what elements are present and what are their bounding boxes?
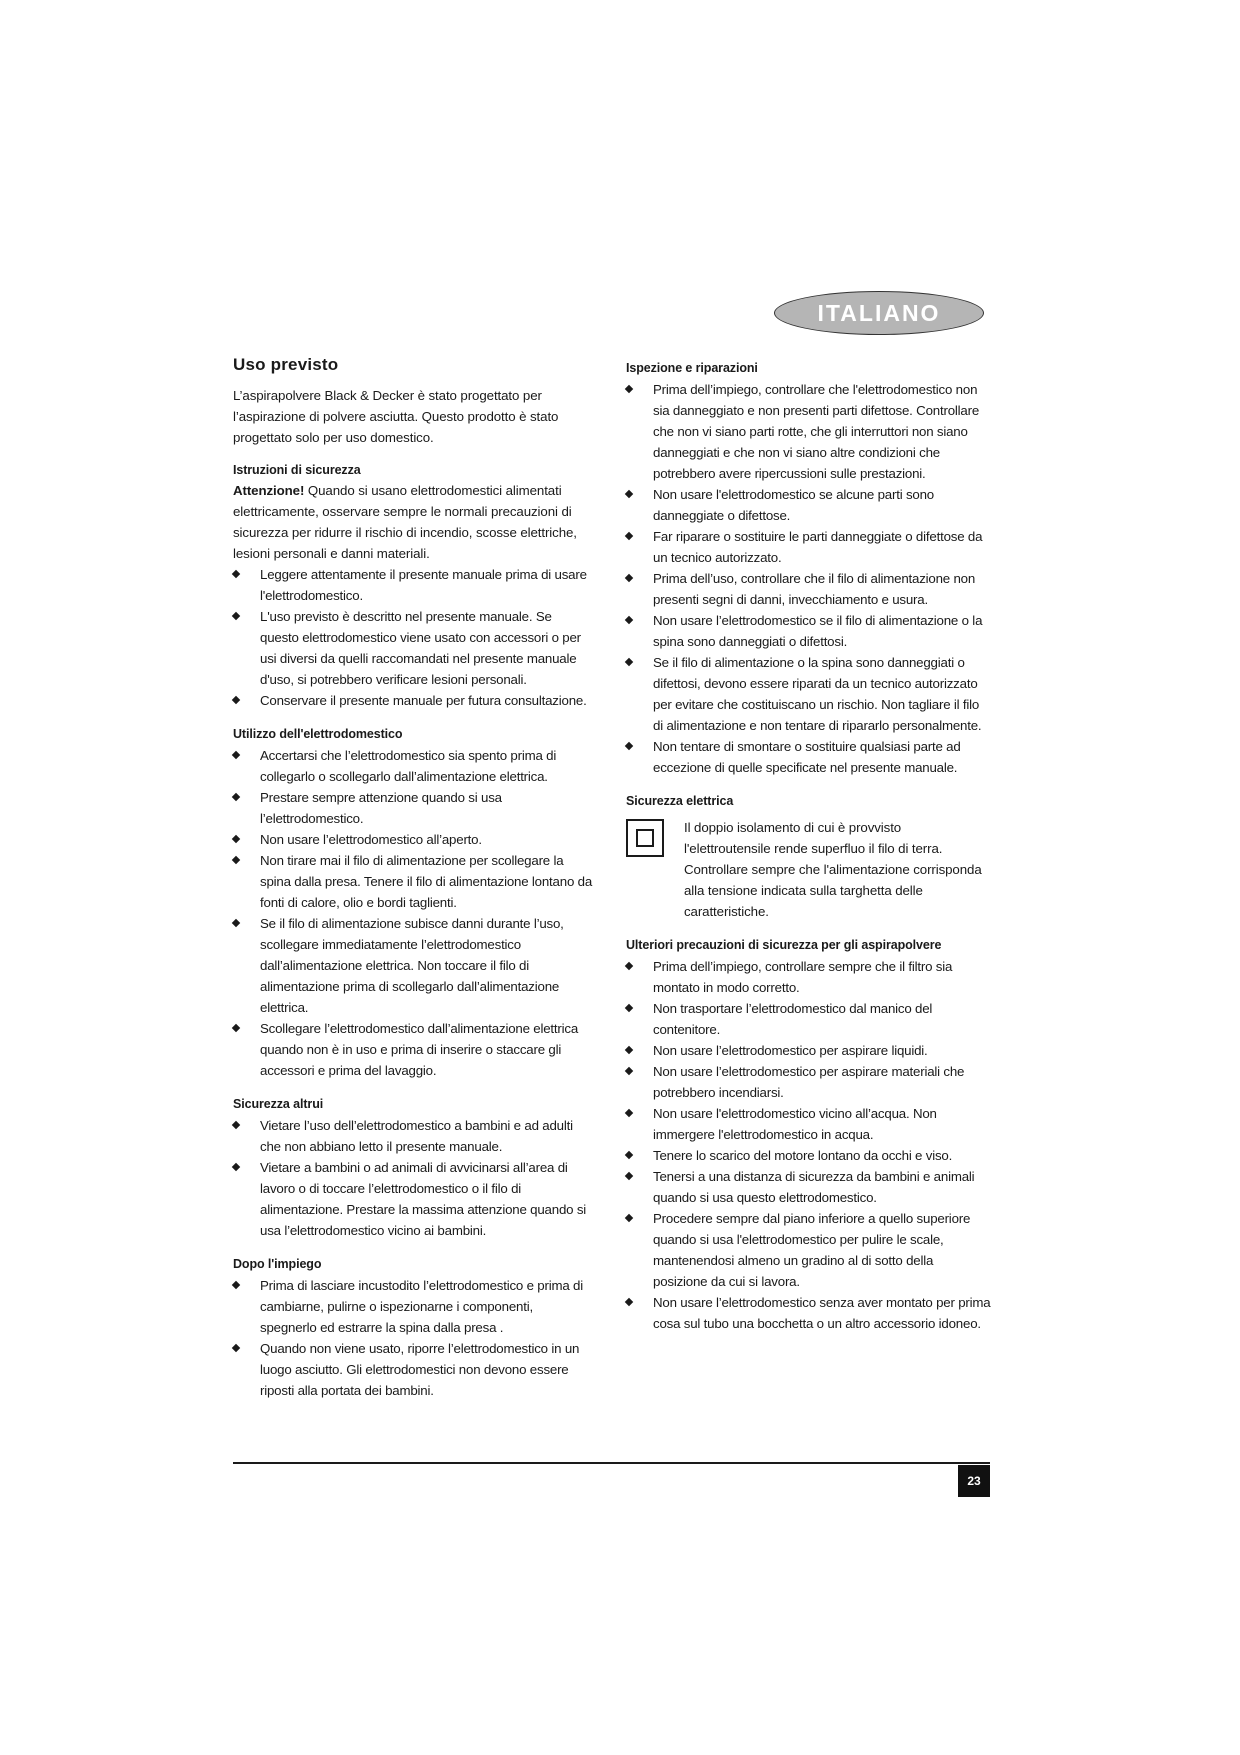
list-item-text: Non usare l’elettrodomestico se il filo di alimentazione o la spina sono danneggiati o difettosi. bbox=[653, 613, 983, 649]
list-item-text: Non tentare di smontare o sostituire qualsiasi parte ad eccezione di quelle specificate nel presente manuale. bbox=[653, 739, 961, 775]
double-insulation-icon bbox=[626, 819, 664, 857]
list-item-text: Se il filo di alimentazione subisce danni durante l’uso, scollegare immediatamente l’elettrodomestico dall’alimentazione elettrica. Non toccare il filo di alimentazione prima di scollegarlo dall’alimentazione elettrica. bbox=[260, 916, 564, 1015]
section-heading: Ispezione e riparazioni bbox=[626, 361, 758, 375]
list-item bbox=[233, 564, 593, 606]
page-number: 23 bbox=[958, 1465, 990, 1497]
list-item-text: L'uso previsto è descritto nel presente manuale. Se questo elettrodomestico viene usato con accessori o per usi diversi da quelli raccomandati nel presente manuale d'uso, si potrebbero verificare lesioni personali. bbox=[260, 609, 581, 687]
list-item-text: Prima di lasciare incustodito l’elettrodomestico e prima di cambiarne, pulirne o ispezionarne i componenti, spegnerlo ed estrarre la spina dalla presa . bbox=[260, 1278, 583, 1335]
further-list bbox=[626, 956, 991, 1334]
bullet-icon bbox=[232, 612, 240, 620]
bullet-icon bbox=[232, 835, 240, 843]
section-heading: Dopo l'impiego bbox=[233, 1257, 322, 1271]
after-section bbox=[233, 1254, 593, 1401]
bullet-icon bbox=[232, 1163, 240, 1171]
electrical-section bbox=[626, 791, 991, 922]
bullet-icon bbox=[232, 1024, 240, 1032]
list-item bbox=[626, 736, 991, 778]
list-item bbox=[626, 1061, 991, 1103]
list-item-text: Non usare l’elettrodomestico per aspirare materiali che potrebbero incendiarsi. bbox=[653, 1064, 965, 1100]
list-item bbox=[626, 1040, 991, 1061]
list-item-text: Tenersi a una distanza di sicurezza da bambini e animali quando si usa questo elettrodomestico. bbox=[653, 1169, 975, 1205]
list-item-text: Non usare l'elettrodomestico se alcune parti sono danneggiate o difettose. bbox=[653, 487, 934, 523]
list-item-text: Prima dell’uso, controllare che il filo di alimentazione non presenti segni di danni, invecchiamento e usura. bbox=[653, 571, 976, 607]
list-item-text: Non usare l’elettrodomestico per aspirare liquidi. bbox=[653, 1043, 928, 1058]
bullet-icon bbox=[625, 490, 633, 498]
further-section bbox=[626, 935, 991, 1334]
attention-paragraph bbox=[233, 480, 593, 564]
list-item-text: Far riparare o sostituire le parti danneggiate o difettose da un tecnico autorizzato. bbox=[653, 529, 983, 565]
electrical-row bbox=[626, 817, 991, 922]
list-item bbox=[233, 787, 593, 829]
bullet-icon bbox=[625, 1151, 633, 1159]
list-item bbox=[626, 652, 991, 736]
inspection-list bbox=[626, 379, 991, 778]
list-item bbox=[626, 1145, 991, 1166]
others-section bbox=[233, 1094, 593, 1241]
safety-section bbox=[233, 460, 593, 711]
attention-label: Attenzione! bbox=[233, 483, 305, 498]
bullet-icon bbox=[625, 1004, 633, 1012]
list-item bbox=[233, 1275, 593, 1338]
list-item-text: Scollegare l’elettrodomestico dall’alimentazione elettrica quando non è in uso e prima di inserire o staccare gli accessori e prima del lavaggio. bbox=[260, 1021, 579, 1078]
bullet-icon bbox=[232, 919, 240, 927]
list-item bbox=[233, 850, 593, 913]
section-heading: Utilizzo dell'elettrodomestico bbox=[233, 727, 403, 741]
others-list bbox=[233, 1115, 593, 1241]
list-item bbox=[626, 1166, 991, 1208]
safety-list bbox=[233, 564, 593, 711]
list-item bbox=[233, 1018, 593, 1081]
list-item bbox=[626, 484, 991, 526]
language-badge: ITALIANO bbox=[774, 291, 984, 335]
list-item-text: Conservare il presente manuale per futura consultazione. bbox=[260, 693, 587, 708]
list-item-text: Tenere lo scarico del motore lontano da occhi e viso. bbox=[653, 1148, 953, 1163]
inspection-section bbox=[626, 358, 991, 778]
list-item-text: Vietare l’uso dell’elettrodomestico a bambini e ad adulti che non abbiano letto il presente manuale. bbox=[260, 1118, 573, 1154]
footer-rule bbox=[233, 1462, 990, 1464]
list-item bbox=[233, 606, 593, 690]
bullet-icon bbox=[625, 1214, 633, 1222]
bullet-icon bbox=[625, 1067, 633, 1075]
bullet-icon bbox=[232, 696, 240, 704]
list-item-text: Se il filo di alimentazione o la spina sono danneggiati o difettosi, devono essere riparati da un tecnico autorizzato per evitare che costituiscano un rischio. Non tagliare il filo di alimentazione e non tentare di ripararlo personalmente. bbox=[653, 655, 982, 733]
list-item bbox=[233, 1115, 593, 1157]
list-item bbox=[626, 1292, 991, 1334]
right-column bbox=[626, 358, 991, 1347]
bullet-icon bbox=[232, 1344, 240, 1352]
list-item-text: Quando non viene usato, riporre l’elettrodomestico in un luogo asciutto. Gli elettrodomestici non devono essere riposti alla portata dei bambini. bbox=[260, 1341, 580, 1398]
list-item bbox=[233, 1157, 593, 1241]
attention-text: Quando si usano elettrodomestici alimentati elettricamente, osservare sempre le normali precauzioni di sicurezza per ridurre il rischio di incendio, scosse elettriche, lesioni personali e danni materiali. bbox=[233, 483, 577, 561]
list-item-text: Non usare l’elettrodomestico senza aver montato per prima cosa sul tubo una bocchetta o un altro accessorio idoneo. bbox=[653, 1295, 991, 1331]
section-heading: Ulteriori precauzioni di sicurezza per gli aspirapolvere bbox=[626, 938, 942, 952]
list-item-text: Prima dell’impiego, controllare che l'elettrodomestico non sia danneggiato e non presenti parti difettose. Controllare che non vi siano parti rotte, che gli interruttori non siano danneggiati e che non vi siano altre condizioni che potrebbero avere ripercussioni sulle prestazioni. bbox=[653, 382, 980, 481]
intro-paragraph: L’aspirapolvere Black & Decker è stato progettato per l’aspirazione di polvere asciutta. Questo prodotto è stato progettato solo per uso domestico. bbox=[233, 388, 559, 445]
list-item bbox=[233, 913, 593, 1018]
list-item-text: Prestare sempre attenzione quando si usa l’elettrodomestico. bbox=[260, 790, 502, 826]
use-list bbox=[233, 745, 593, 1081]
list-item bbox=[626, 956, 991, 998]
list-item bbox=[233, 690, 593, 711]
bullet-icon bbox=[625, 658, 633, 666]
list-item bbox=[233, 829, 593, 850]
bullet-icon bbox=[625, 532, 633, 540]
section-heading: Sicurezza elettrica bbox=[626, 794, 734, 808]
list-item-text: Non usare l'elettrodomestico vicino all’acqua. Non immergere l'elettrodomestico in acqua. bbox=[653, 1106, 937, 1142]
bullet-icon bbox=[232, 793, 240, 801]
page-title: Uso previsto bbox=[233, 355, 339, 374]
bullet-icon bbox=[625, 616, 633, 624]
list-item bbox=[626, 998, 991, 1040]
section-heading: Sicurezza altrui bbox=[233, 1097, 324, 1111]
list-item-text: Accertarsi che l’elettrodomestico sia spento prima di collegarlo o scollegarlo dall’alimentazione elettrica. bbox=[260, 748, 557, 784]
list-item-text: Leggere attentamente il presente manuale prima di usare l'elettrodomestico. bbox=[260, 567, 587, 603]
list-item-text: Prima dell’impiego, controllare sempre che il filtro sia montato in modo corretto. bbox=[653, 959, 953, 995]
bullet-icon bbox=[232, 856, 240, 864]
bullet-icon bbox=[625, 1298, 633, 1306]
left-column bbox=[233, 355, 593, 1414]
list-item-text: Vietare a bambini o ad animali di avvicinarsi all’area di lavoro o di toccare l’elettrodomestico o il filo di alimentazione. Prestare la massima attenzione quando si usa l’elettrodomestico vicino ai bambini. bbox=[260, 1160, 587, 1238]
list-item bbox=[626, 379, 991, 484]
bullet-icon bbox=[232, 1281, 240, 1289]
bullet-icon bbox=[232, 570, 240, 578]
bullet-icon bbox=[625, 1046, 633, 1054]
list-item-text: Non trasportare l’elettrodomestico dal manico del contenitore. bbox=[653, 1001, 933, 1037]
list-item bbox=[626, 1208, 991, 1292]
list-item bbox=[626, 568, 991, 610]
electrical-text: Il doppio isolamento di cui è provvisto l'elettroutensile rende superfluo il filo di terra. Controllare sempre che l'alimentazione corrisponda alla tensione indicata sulla targhetta delle caratteristiche. bbox=[684, 820, 982, 919]
list-item bbox=[626, 610, 991, 652]
bullet-icon bbox=[232, 1121, 240, 1129]
bullet-icon bbox=[625, 1109, 633, 1117]
bullet-icon bbox=[232, 751, 240, 759]
after-list bbox=[233, 1275, 593, 1401]
bullet-icon bbox=[625, 385, 633, 393]
list-item bbox=[233, 745, 593, 787]
bullet-icon bbox=[625, 574, 633, 582]
list-item bbox=[626, 1103, 991, 1145]
list-item bbox=[626, 526, 991, 568]
list-item-text: Non usare l’elettrodomestico all’aperto. bbox=[260, 832, 482, 847]
bullet-icon bbox=[625, 1172, 633, 1180]
list-item-text: Procedere sempre dal piano inferiore a quello superiore quando si usa l'elettrodomestico per pulire le scale, mantenendosi almeno un gradino al di sotto della posizione da cui si lavora. bbox=[653, 1211, 971, 1289]
list-item bbox=[233, 1338, 593, 1401]
list-item-text: Non tirare mai il filo di alimentazione per scollegare la spina dalla presa. Tenere il filo di alimentazione lontano da fonti di calore, olio e bordi taglienti. bbox=[260, 853, 593, 910]
bullet-icon bbox=[625, 962, 633, 970]
use-section bbox=[233, 724, 593, 1081]
section-heading: Istruzioni di sicurezza bbox=[233, 463, 361, 477]
bullet-icon bbox=[625, 742, 633, 750]
